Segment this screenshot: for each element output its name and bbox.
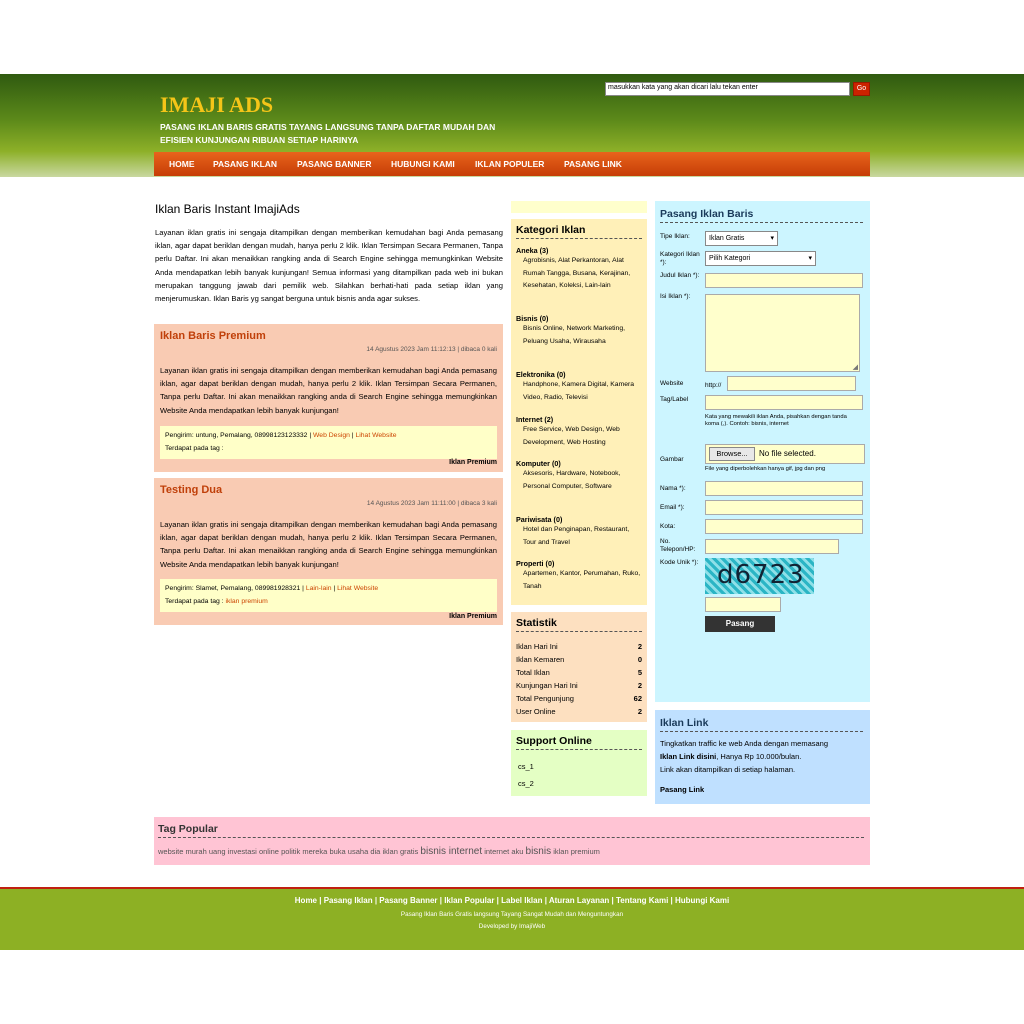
ad-card <box>154 324 503 472</box>
kategori-subs[interactable]: Agrobisnis, Alat Perkantoran, Alat Rumah Tangga, Busana, Kerajinan, Kesehatan, Koleksi, Lain-lain <box>523 257 631 290</box>
kategori-name[interactable]: Aneka (3) <box>516 246 549 255</box>
tag-note: Kata yang mewakili iklan Anda, pisahkan dengan tanda koma (,). Contoh: bisnis, internet <box>705 414 847 427</box>
email-label: Email *): <box>660 504 685 511</box>
kategori-name[interactable]: Komputer (0) <box>516 459 561 468</box>
ad-type-label: Iklan Premium <box>449 613 497 620</box>
ad-website-link[interactable]: Lihat Website <box>355 432 397 439</box>
kategori-subs[interactable]: Hotel dan Penginapan, Restaurant, Tour and Travel <box>523 526 630 546</box>
tag-label: Tag/Label <box>660 396 689 403</box>
ad-category-link[interactable]: Web Design <box>313 432 350 439</box>
kategori-subs[interactable]: Apartemen, Kantor, Perumahan, Ruko, Tanah <box>523 570 641 590</box>
resize-handle-icon[interactable]: ◢ <box>852 364 858 371</box>
nav-pasang-banner[interactable]: PASANG BANNER <box>297 159 372 169</box>
isi-iklan-label: Isi Iklan *): <box>660 293 691 300</box>
iklan-link-line: Link akan ditampilkan di setiap halaman. <box>660 765 796 774</box>
tag-popular-title: Tag Popular <box>158 823 864 838</box>
ad-title[interactable]: Testing Dua <box>160 484 223 496</box>
kategori-title: Kategori Iklan <box>516 224 642 239</box>
support-box <box>511 730 647 796</box>
ad-tags-label: Terdapat pada tag : <box>165 444 224 452</box>
kategori-item <box>516 314 642 370</box>
support-title: Support Online <box>516 735 642 750</box>
nav-pasang-link[interactable]: PASANG LINK <box>564 159 622 169</box>
iklan-link-title: Iklan Link <box>660 717 863 732</box>
tag-input[interactable] <box>705 395 863 410</box>
kategori-subs[interactable]: Bisnis Online, Network Marketing, Peluang Usaha, Wirausaha <box>523 325 625 345</box>
kategori-iklan-value: Pilih Kategori <box>709 255 751 262</box>
kategori-item <box>516 370 642 415</box>
stat-row <box>516 666 642 679</box>
tag-link[interactable]: buka usaha <box>329 847 369 856</box>
kategori-subs[interactable]: Free Service, Web Design, Web Development, Web Hosting <box>523 426 620 446</box>
ad-info <box>160 426 497 459</box>
stat-value: 5 <box>637 668 642 677</box>
footer-tagline: Pasang Iklan Baris Gratis langsung Tayang Sangat Mudah dan Menguntungkan <box>400 911 624 918</box>
footer-links[interactable]: Home | Pasang Iklan | Pasang Banner | Iklan Popular | Label Iklan | Aturan Layanan | Tentang Kami | Hubungi Kami <box>294 896 730 905</box>
gambar-note: File yang diperbolehkan hanya gif, jpg dan png <box>705 466 826 472</box>
iklan-link-text <box>660 737 866 776</box>
stat-value: 62 <box>633 694 642 703</box>
tag-link[interactable]: iklan gratis <box>382 847 419 856</box>
ad-category-link[interactable]: Lain-lain <box>305 585 332 592</box>
ad-separator: | <box>349 432 356 439</box>
support-list <box>516 758 642 792</box>
kategori-subs[interactable]: Aksesoris, Hardware, Notebook, Personal Computer, Software <box>523 470 621 490</box>
kategori-item <box>516 459 642 515</box>
kategori-item <box>516 559 642 593</box>
nav-pasang-iklan[interactable]: PASANG IKLAN <box>213 159 278 169</box>
statistik-box <box>511 612 647 722</box>
pasang-link-link[interactable]: Pasang Link <box>660 785 705 794</box>
header <box>0 74 1024 177</box>
judul-iklan-input[interactable] <box>705 273 863 288</box>
ad-title[interactable]: Iklan Baris Premium <box>160 330 266 342</box>
ad-meta: 14 Agustus 2023 Jam 11:11:00 | dibaca 3 kali <box>366 500 497 507</box>
judul-iklan-label: Judul Iklan *): <box>660 272 700 279</box>
tag-link[interactable]: iklan premium <box>553 847 600 856</box>
ad-type-label: Iklan Premium <box>449 459 497 466</box>
mid-column-banner <box>511 201 647 213</box>
kategori-item <box>516 515 642 559</box>
iklan-link-highlight: Iklan Link disini <box>660 752 717 761</box>
iklan-link-box <box>655 710 870 804</box>
tag-link[interactable]: internet <box>484 847 510 856</box>
stat-label: Iklan Kemaren <box>516 655 565 664</box>
website-prefix: http:// <box>705 382 722 389</box>
email-input[interactable] <box>705 500 863 515</box>
kota-label: Kota: <box>660 523 676 530</box>
isi-iklan-textarea[interactable] <box>705 294 860 372</box>
pasang-submit-button[interactable]: Pasang <box>705 616 775 632</box>
kategori-subs[interactable]: Handphone, Kamera Digital, Kamera Video, Radio, Televisi <box>523 381 635 401</box>
kategori-name[interactable]: Bisnis (0) <box>516 314 549 323</box>
ad-sender: Pengirim: Slamet, Pemalang, 089981928321 | <box>165 585 306 592</box>
chevron-down-icon: ▾ <box>808 255 812 262</box>
tag-link[interactable]: uang <box>208 847 226 856</box>
iklan-link-price: , Hanya Rp 10.000/bulan. <box>716 752 802 761</box>
browse-button[interactable]: Browse... <box>709 447 755 461</box>
form-title: Pasang Iklan Baris <box>660 208 863 223</box>
support-agent[interactable]: cs_2 <box>518 779 534 788</box>
tag-link[interactable]: bisnis <box>525 846 552 857</box>
ad-info <box>160 579 497 612</box>
pasang-iklan-form <box>655 201 870 702</box>
stat-row <box>516 640 642 653</box>
kategori-item <box>516 415 642 459</box>
kota-input[interactable] <box>705 519 863 534</box>
tag-link[interactable]: dia <box>370 847 381 856</box>
stat-row <box>516 679 642 692</box>
telepon-input[interactable] <box>705 539 839 554</box>
telepon-label: No. Telepon/HP: <box>660 538 696 553</box>
stat-label: Iklan Hari Ini <box>516 642 558 651</box>
ad-body: Layanan iklan gratis ini sengaja ditampilkan dengan memberikan kemudahan bagi Anda pemasang iklan, agar dapat beriklan dengan mudah, hanya perlu 2 klik. Iklan Tersimpan Secara Permanen, Tanpa perlu Daftar. Ini akan menaikkan rangking anda di Search Engine sehingga memungkinkan Website Anda mendapatkan lebih banyak kunjungan! <box>160 366 497 415</box>
no-file-text: No file selected. <box>759 449 816 458</box>
ad-card <box>154 478 503 625</box>
kategori-iklan-label: Kategori Iklan *): <box>660 251 700 266</box>
kategori-name[interactable]: Properti (0) <box>516 559 555 568</box>
kode-unik-label: Kode Unik *): <box>660 559 699 566</box>
kategori-name[interactable]: Internet (2) <box>516 415 554 424</box>
chevron-down-icon: ▾ <box>770 235 774 242</box>
tag-link[interactable]: website murah <box>158 847 207 856</box>
stat-label: Total Pengunjung <box>516 694 574 703</box>
stat-row <box>516 705 642 718</box>
tipe-iklan-value: Iklan Gratis <box>709 235 745 242</box>
website-input[interactable] <box>727 376 856 391</box>
nama-label: Nama *): <box>660 485 686 492</box>
tag-link[interactable]: bisnis internet <box>420 846 483 857</box>
search-input[interactable]: masukkan kata yang akan dicari lalu tekan enter <box>605 82 850 96</box>
stat-label: Total Iklan <box>516 668 550 677</box>
kategori-name[interactable]: Elektronika (0) <box>516 370 566 379</box>
stat-value: 2 <box>637 642 642 651</box>
tag-link[interactable]: mereka <box>302 847 328 856</box>
kategori-name[interactable]: Pariwisata (0) <box>516 515 563 524</box>
intro-text: Layanan iklan gratis ini sengaja ditampilkan dengan memberikan kemudahan bagi Anda pemasang iklan, agar dapat beriklan dengan mudah, hanya perlu 2 klik. Iklan Tersimpan Secara Permanen, Tanpa perlu Daftar. Ini akan menaikkan rangking anda di Search Engine sehingga memungkinkan Website Anda mendapatkan lebih banyak kunjungan! Semua informasi yang ditampilkan pada web ini bukan merupakan tanggung jawab dari pemilik web. Silahkan berhati-hati pada setiap iklan yang menjerumuskan. Iklan Baris yg sangat berguna untuk bisnis anda agar sukses. <box>155 228 503 304</box>
support-agent[interactable]: cs_1 <box>518 762 534 771</box>
tag-link[interactable]: online <box>258 847 279 856</box>
tag-cloud <box>158 846 864 857</box>
intro-title: Iklan Baris Instant ImajiAds <box>155 202 300 216</box>
ad-tag-link[interactable]: iklan premium <box>225 597 268 605</box>
nama-input[interactable] <box>705 481 863 496</box>
kategori-list <box>516 246 642 593</box>
ad-tags-label: Terdapat pada tag : <box>165 597 226 605</box>
ad-body: Layanan iklan gratis ini sengaja ditampilkan dengan memberikan kemudahan bagi Anda pemasang iklan, agar dapat beriklan dengan mudah, hanya perlu 2 klik. Iklan Tersimpan Secara Permanen, Tanpa perlu Daftar. Ini akan menaikkan rangking anda di Search Engine sehingga memungkinkan Website Anda mendapatkan lebih banyak kunjungan! <box>160 520 497 569</box>
kategori-box <box>511 219 647 605</box>
stat-label: Kunjungan Hari Ini <box>516 681 578 690</box>
ad-separator: | <box>331 585 338 592</box>
stat-value: 2 <box>637 681 642 690</box>
tipe-iklan-select[interactable] <box>705 231 778 246</box>
site-title[interactable]: IMAJI ADS <box>160 92 274 117</box>
tag-popular-box <box>154 817 870 865</box>
ad-meta: 14 Agustus 2023 Jam 11:12:13 | dibaca 0 kali <box>366 346 497 353</box>
gambar-label: Gambar <box>660 456 684 463</box>
statistik-list <box>516 640 642 718</box>
stat-row <box>516 692 642 705</box>
website-label: Website <box>660 380 684 387</box>
footer-credit: Developed by ImajiWeb <box>478 923 546 930</box>
captcha-text: d6723 <box>717 560 805 590</box>
kategori-item <box>516 246 642 314</box>
site-tagline: PASANG IKLAN BARIS GRATIS TAYANG LANGSUNG TANPA DAFTAR MUDAH DAN EFISIEN KUNJUNGAN RIBUAN SETIAP HARINYA <box>160 122 496 145</box>
tag-link[interactable]: aku <box>511 847 524 856</box>
stat-row <box>516 653 642 666</box>
captcha-image <box>705 558 814 594</box>
tipe-iklan-label: Tipe Iklan: <box>660 233 690 240</box>
kode-unik-input[interactable] <box>705 597 781 612</box>
main-nav <box>154 152 870 176</box>
stat-value: 2 <box>637 707 642 716</box>
nav-home[interactable]: HOME <box>169 159 195 169</box>
kategori-iklan-select[interactable] <box>705 251 816 266</box>
nav-iklan-populer[interactable]: IKLAN POPULER <box>475 159 545 169</box>
tag-link[interactable]: politik <box>281 847 301 856</box>
stat-value: 0 <box>637 655 642 664</box>
search-button[interactable]: Go <box>853 82 870 96</box>
gambar-file-input[interactable] <box>705 444 865 464</box>
footer <box>0 887 1024 950</box>
stat-label: User Online <box>516 707 556 716</box>
nav-hubungi-kami[interactable]: HUBUNGI KAMI <box>391 159 455 169</box>
tag-link[interactable]: investasi <box>227 847 257 856</box>
statistik-title: Statistik <box>516 617 642 632</box>
ad-website-link[interactable]: Lihat Website <box>337 585 379 592</box>
iklan-link-line: Tingkatkan traffic ke web Anda dengan memasang <box>660 739 829 748</box>
ad-sender: Pengirim: untung, Pemalang, 08998123123332 | <box>165 432 314 439</box>
